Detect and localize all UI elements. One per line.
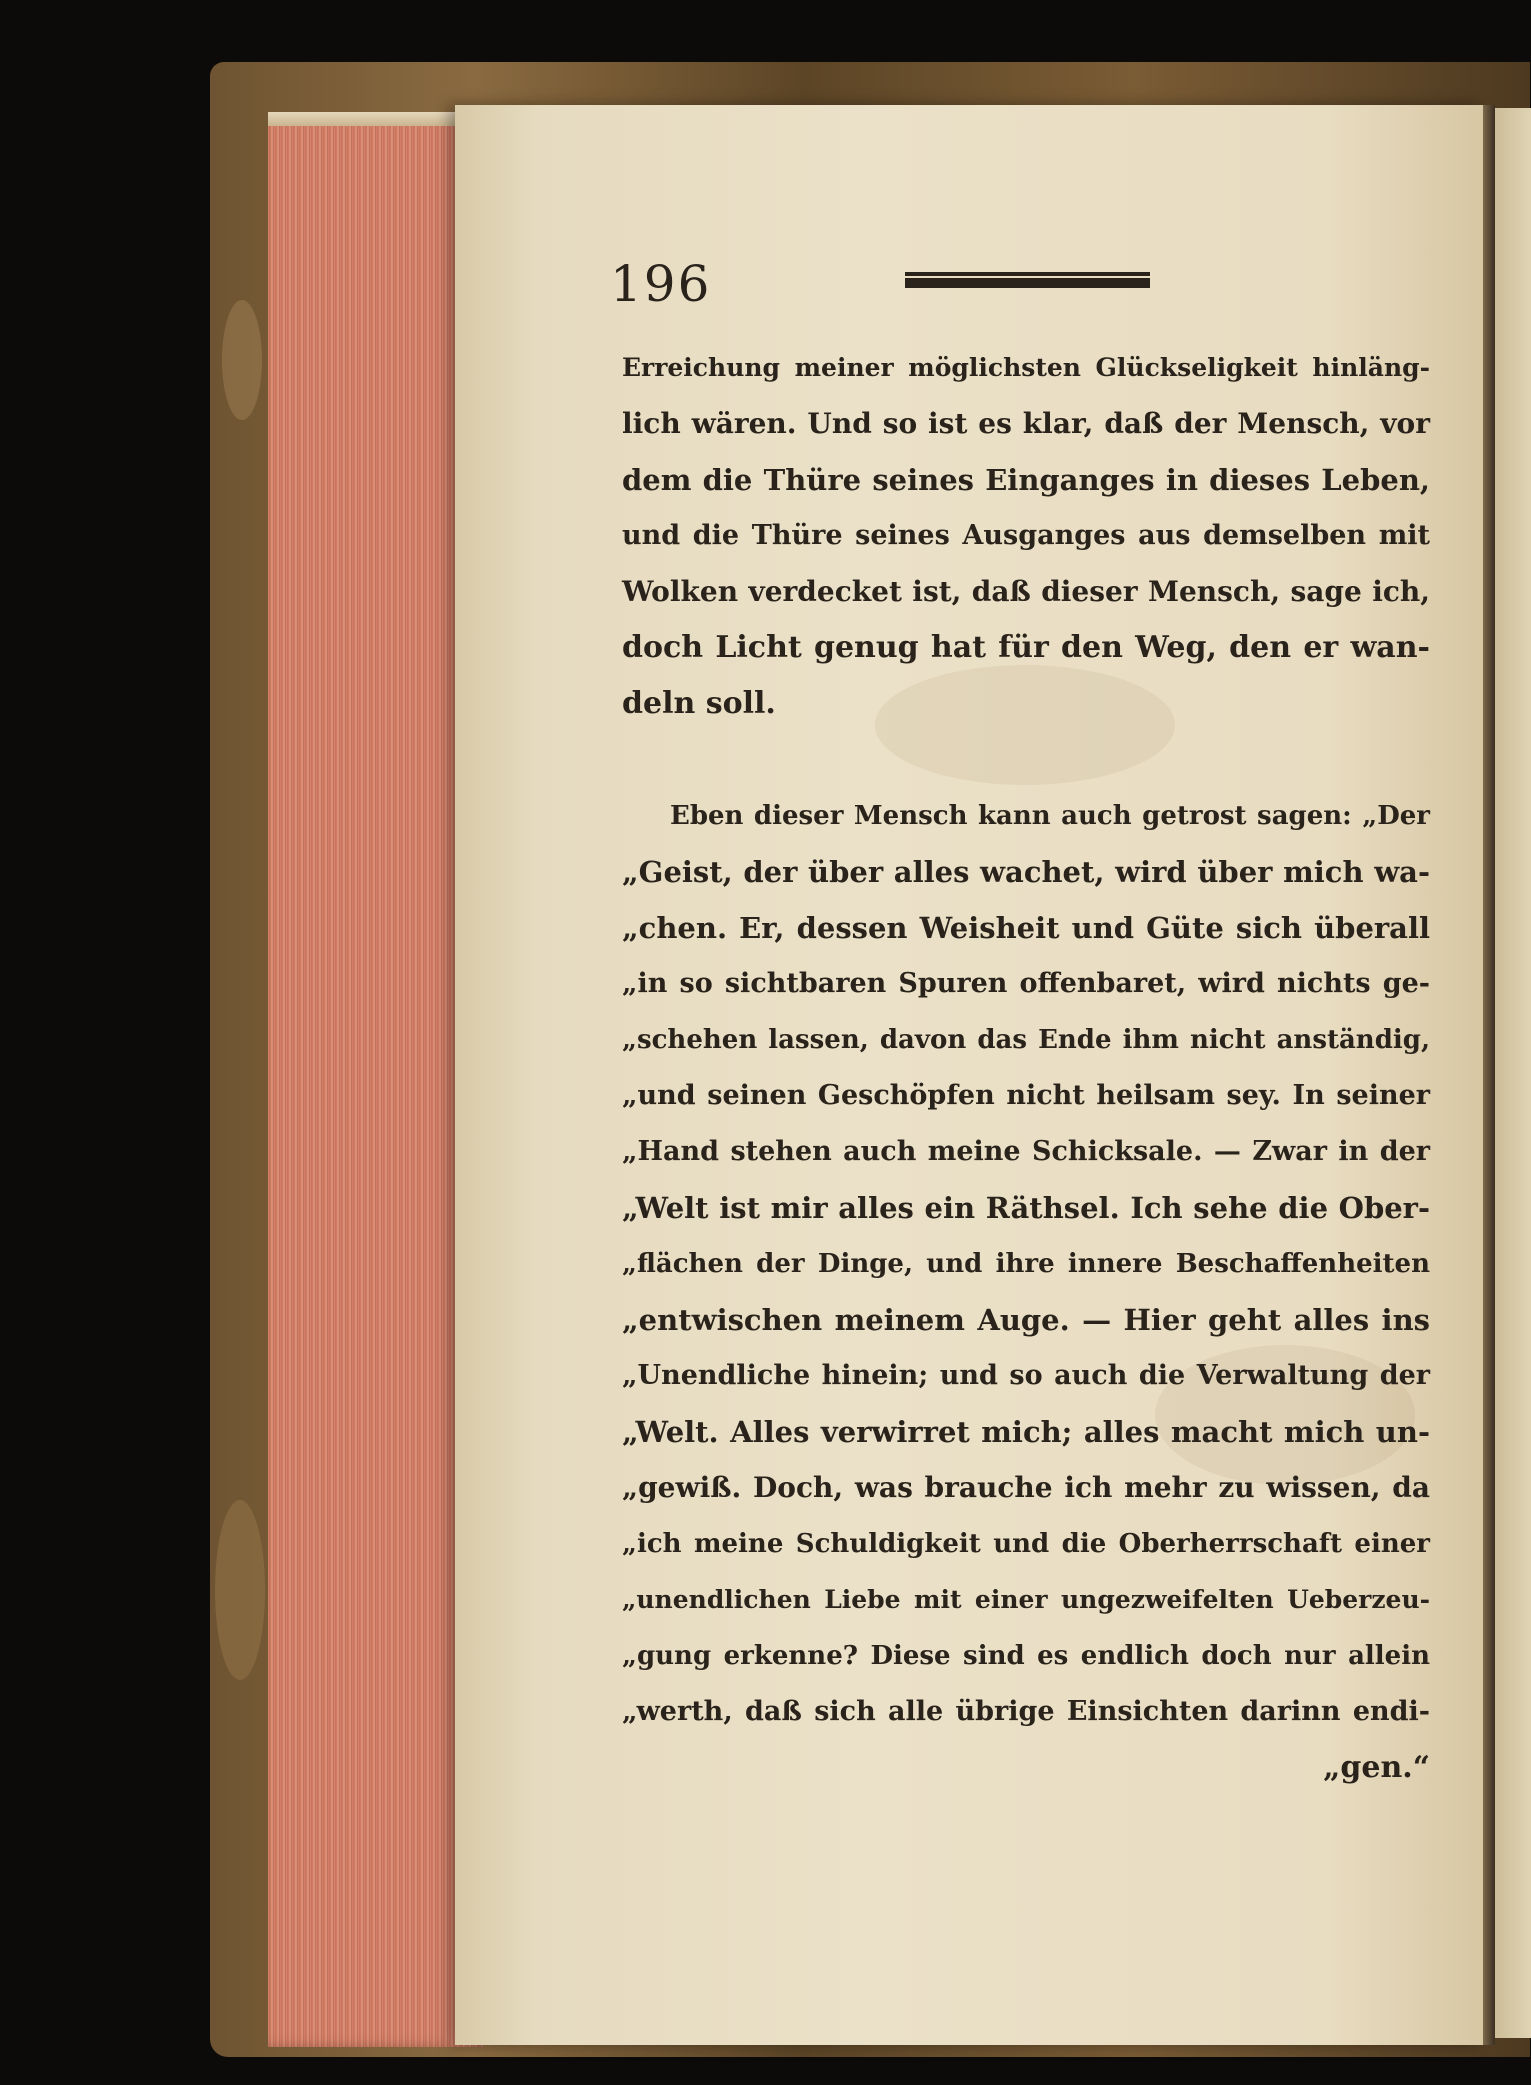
text-line: „Unendliche hinein; und so auch die Verwaltung der bbox=[622, 1360, 1430, 1391]
page-number: 196 bbox=[610, 255, 712, 313]
header-rule bbox=[905, 272, 1150, 288]
text-line: „flächen der Dinge, und ihre innere Beschaffenheiten bbox=[622, 1249, 1430, 1279]
text-line: doch Licht genug hat für den Weg, den er wan- bbox=[622, 630, 1430, 665]
header-rule-gap bbox=[905, 276, 1150, 278]
cover-stain bbox=[215, 1500, 265, 1680]
text-line: „schehen lassen, davon das Ende ihm nicht anständig, bbox=[622, 1025, 1430, 1055]
page-text bbox=[622, 340, 1430, 1796]
text-line: „unendlichen Liebe mit einer ungezweifelten Ueberzeu- bbox=[622, 1585, 1430, 1614]
text-line: Eben dieser Mensch kann auch getrost sagen: „Der bbox=[670, 801, 1430, 831]
cover-stain bbox=[222, 300, 262, 420]
text-line: Erreichung meiner möglichsten Glückseligkeit hinläng- bbox=[622, 353, 1430, 382]
text-line: und die Thüre seines Ausganges aus demselben mit bbox=[622, 520, 1430, 551]
text-line: „Hand stehen auch meine Schicksale. — Zwar in der bbox=[622, 1136, 1430, 1167]
text-line: dem die Thüre seines Einganges in dieses Leben, bbox=[622, 463, 1430, 497]
page-edges-top bbox=[268, 112, 483, 126]
paragraph-gap bbox=[622, 732, 1430, 788]
text-line: Wolken verdecket ist, daß dieser Mensch, sage ich, bbox=[622, 575, 1430, 608]
text-line-final: „gen.“ bbox=[1323, 1750, 1430, 1785]
gutter-shadow bbox=[1483, 105, 1495, 2045]
text-line: lich wären. Und so ist es klar, daß der Mensch, vor bbox=[622, 407, 1430, 440]
text-line: „ich meine Schuldigkeit und die Oberherrschaft einer bbox=[622, 1529, 1430, 1559]
text-line: „chen. Er, dessen Weisheit und Güte sich überall bbox=[622, 911, 1430, 945]
facing-page-edge bbox=[1495, 108, 1531, 2038]
text-line: „gung erkenne? Diese sind es endlich doch nur allein bbox=[622, 1641, 1430, 1671]
text-line: „und seinen Geschöpfen nicht heilsam sey. In seiner bbox=[622, 1080, 1430, 1111]
page-edges bbox=[268, 112, 483, 2047]
text-line: „gewiß. Doch, was brauche ich mehr zu wissen, da bbox=[622, 1471, 1430, 1504]
text-line: „in so sichtbaren Spuren offenbaret, wird nichts ge- bbox=[622, 968, 1430, 999]
text-line: „Welt ist mir alles ein Räthsel. Ich sehe die Ober- bbox=[622, 1191, 1430, 1225]
text-line: „Welt. Alles verwirret mich; alles macht mich un- bbox=[622, 1415, 1430, 1449]
text-line: „werth, daß sich alle übrige Einsichten darinn endi- bbox=[622, 1696, 1430, 1727]
text-line: deln soll. bbox=[622, 686, 776, 721]
text-line: „Geist, der über alles wachet, wird über mich wa- bbox=[622, 855, 1430, 889]
text-line: „entwischen meinem Auge. — Hier geht alles ins bbox=[622, 1303, 1430, 1337]
